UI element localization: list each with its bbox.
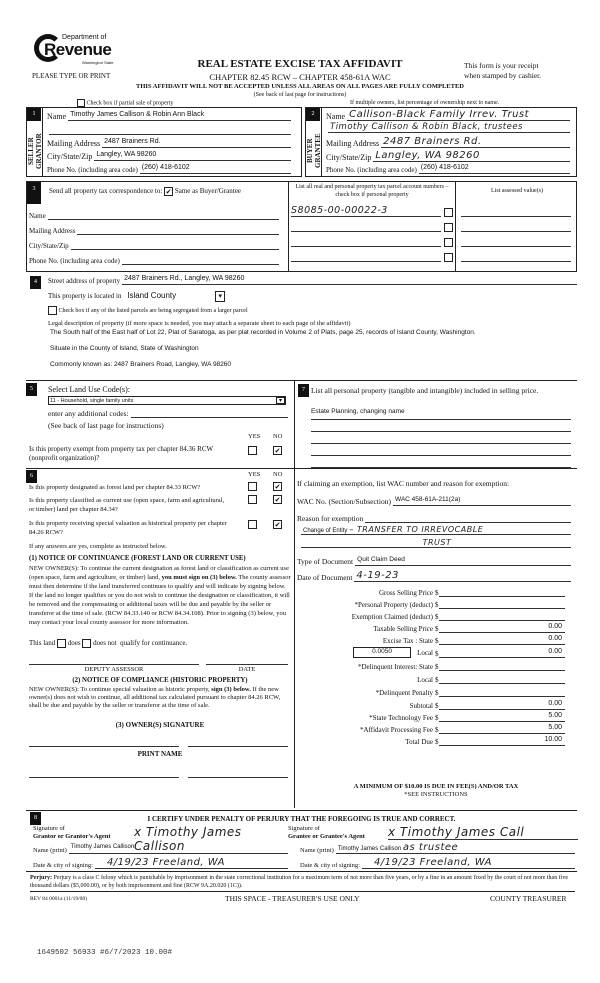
if-yes-note: If any answers are yes, complete as instructed below.: [29, 543, 167, 550]
currency: $: [435, 625, 439, 633]
form-revision: REV 84 0001a (11/19/08): [30, 896, 87, 902]
seller-name2-row[interactable]: [47, 125, 291, 135]
street-field[interactable]: 2487 Brainers Rd., Langley, WA 98260: [122, 275, 577, 285]
grantor-name-field[interactable]: Timothy James Callison: [69, 844, 288, 854]
buyer-name-row: [326, 109, 570, 121]
doc-type-row: [297, 556, 571, 566]
section-number: 6: [26, 470, 37, 483]
personal-property-field[interactable]: [311, 444, 571, 456]
label: Mailing Address: [47, 139, 101, 148]
partial-sale-checkbox[interactable]: [77, 99, 85, 107]
doc-date-field[interactable]: 4-19-23: [354, 570, 571, 582]
money-row: [295, 712, 565, 722]
assessed-field[interactable]: [461, 217, 571, 232]
parcel-row: [291, 232, 453, 247]
reason-row-3: [299, 538, 571, 548]
money-value[interactable]: [439, 599, 566, 609]
currency: $: [435, 650, 439, 658]
owner-signature-title: (3) OWNER(S) SIGNATURE: [115, 721, 205, 729]
buyer-name-field[interactable]: Callison-Black Family Irrev. Trust: [347, 109, 570, 121]
exempt-question: Is this property exempt from property tax per chapter 84.36 RCW (nonprofit organization)?: [29, 445, 213, 462]
treasurer-use: THIS SPACE - TREASURER'S USE ONLY: [225, 894, 360, 903]
text: If the new owner(s) does not wish to continue, all additional tax calculated pursuant to chapter 84.26 RCW, shall be due and payable by the seller or transferor at the time of sale.: [29, 686, 281, 709]
right-column: [295, 380, 577, 808]
label: Mailing Address: [29, 227, 76, 235]
label: City/State/Zip: [29, 242, 69, 250]
print-name-label: PRINT NAME: [137, 750, 183, 758]
notice-continuance-text: [29, 564, 291, 627]
deputy-label: DEPUTY ASSESSOR: [84, 666, 144, 673]
currency: $: [435, 637, 439, 645]
parcel-field[interactable]: [291, 253, 441, 262]
section-number: 7: [298, 384, 309, 397]
money-row: [295, 700, 565, 710]
buyer-section: [305, 107, 577, 177]
corr-phone-row: [29, 255, 279, 265]
money-value[interactable]: 10.00: [439, 736, 566, 746]
seller-name-field[interactable]: Timothy James Callison & Robin Ann Black: [68, 111, 291, 121]
parcel-field[interactable]: [291, 238, 441, 247]
money-row: [295, 611, 565, 621]
label: Name (print): [300, 847, 334, 854]
money-label: Taxable Selling Price: [373, 625, 433, 633]
corr-name-row: [29, 210, 279, 220]
forest-yes-checkbox[interactable]: [248, 482, 257, 491]
money-row: [295, 587, 565, 597]
continuance-row: [29, 639, 187, 648]
perjury-note: [30, 874, 575, 892]
label: Signature of: [288, 825, 320, 832]
label: Date & city of signing:: [300, 862, 360, 869]
corr-mail-field[interactable]: [77, 225, 279, 235]
money-value[interactable]: 5.00: [439, 712, 566, 722]
parcel-row: [291, 217, 453, 232]
street-row: [48, 275, 577, 285]
local-rate-field[interactable]: 0.0050: [353, 647, 411, 658]
see-back: (See back of last page for instructions): [48, 421, 164, 430]
label: qualify for continuance.: [120, 639, 188, 648]
print-name-line[interactable]: [188, 777, 288, 778]
label: This land: [29, 639, 56, 648]
money-value[interactable]: 5.00: [439, 724, 566, 734]
money-value[interactable]: [439, 661, 566, 671]
deputy-line[interactable]: [29, 664, 199, 665]
buyer-phone-row: [326, 164, 570, 174]
dropdown-arrow-icon[interactable]: ▾: [276, 397, 285, 404]
money-value[interactable]: 0.00: [439, 648, 566, 658]
label: Name (print): [33, 847, 67, 854]
personal-property-checkbox[interactable]: [444, 253, 453, 262]
same-as-buyer-checkbox[interactable]: ✔: [165, 188, 172, 196]
currency: $: [435, 663, 439, 671]
money-label: *State Technology Fee: [369, 714, 433, 722]
money-label: Gross Selling Price: [378, 589, 433, 597]
seller-section: [26, 107, 302, 177]
additional-codes-field[interactable]: [131, 408, 288, 418]
grantor-signature[interactable]: x Timothy James Callison: [134, 825, 284, 854]
parcel-list: [291, 202, 453, 262]
reason-row: [297, 513, 571, 523]
money-row: [295, 635, 565, 645]
perjury-text: Perjury is a class C felony which is punishable by imprisonment in the state correctional institution for a maximum term of not more than five years, or by a fine in an amount fixed by the court of not more than five thousand dollars ($5,000.00), or by both imprisonment and fine (RCW 9A.20.020 (1C)).: [30, 875, 569, 889]
corr-mail-row: [29, 225, 279, 235]
assessed-field[interactable]: [461, 232, 571, 247]
wac-row: [297, 496, 571, 506]
parcel-header: List all real and personal property tax parcel account numbers – check box if personal property: [295, 184, 449, 198]
current-use-no-checkbox[interactable]: ✔: [274, 496, 281, 504]
historic-question: Is this property receiving special valuation as historical property per chapter 84.26 RCW?: [29, 520, 227, 536]
personal-property-checkbox[interactable]: [444, 238, 453, 247]
seller-label: SELLER GRANTOR: [27, 133, 43, 169]
personal-property-field[interactable]: Estate Planning, changing name: [311, 408, 571, 420]
money-value[interactable]: [439, 587, 566, 597]
reason-handwritten-2[interactable]: TRUST: [301, 538, 571, 548]
label: Date of Document: [297, 573, 353, 582]
assessed-header: List assessed value(s): [491, 188, 543, 194]
logo-top: Department of: [62, 34, 107, 41]
money-row: [295, 661, 565, 671]
buyer-city-field[interactable]: Langley, WA 98260: [373, 150, 570, 162]
partial-sale-label: Check box if partial sale of property: [86, 100, 174, 107]
money-value[interactable]: [439, 674, 566, 684]
label: Street address of property: [48, 277, 121, 285]
grantee-date-row: [300, 857, 575, 869]
grantee-name-hand: as trustee: [402, 842, 459, 853]
personal-property-field[interactable]: [311, 420, 571, 432]
label: WAC No. (Section/Subsection): [297, 497, 391, 506]
no-header: NO: [273, 471, 283, 478]
money-label: Exemption Claimed (deduct): [351, 613, 433, 621]
reason-handwritten: – TRANSFER TO IRREVOCABLE: [349, 525, 484, 534]
current-use-question: Is this property classified as current use (open space, farm and agricultural, or timber) land per chapter 84.34?: [29, 497, 225, 513]
seller-city-row: [47, 151, 291, 161]
money-row: [295, 674, 565, 684]
personal-property-label: List all personal property (tangible and intangible) included in selling price.: [311, 386, 539, 395]
money-label: Local: [417, 648, 433, 657]
commonly-known: Commonly known as: 2487 Brainers Road, Langley, WA 98260: [50, 361, 232, 368]
parcel-row: [291, 247, 453, 262]
text: NEW OWNER(S): To continue special valuation as historic property,: [29, 686, 212, 693]
buyer-name2-field[interactable]: Timothy Callison & Robin Black, trustees: [328, 122, 570, 133]
label: does: [67, 639, 81, 648]
currency: $: [435, 589, 439, 597]
form-title: REAL ESTATE EXCISE TAX AFFIDAVIT: [197, 58, 403, 70]
land-use-value: 11 - Household, single family units: [50, 397, 134, 404]
logo: [34, 34, 119, 70]
grantor-sig-label: [33, 825, 111, 841]
money-label: *Delinquent Penalty: [375, 689, 433, 697]
seller-city-field[interactable]: Langley, WA 98260: [94, 151, 291, 161]
reason-field-line[interactable]: [365, 513, 571, 523]
yes-header: YES: [248, 433, 261, 440]
parcel-field[interactable]: S8085-00-00022-3: [291, 205, 441, 217]
money-label: Subtotal: [409, 702, 433, 710]
money-row: [295, 647, 565, 658]
legal-situate: Situate in the County of Island, State of Washington: [50, 345, 199, 352]
assessed-field[interactable]: [461, 202, 571, 217]
currency: $: [435, 738, 439, 746]
perjury-bold: Perjury:: [30, 875, 52, 881]
section-number: 4: [30, 276, 41, 289]
doc-date-row: [297, 570, 571, 582]
reason-row-2: [299, 525, 571, 535]
certify-statement: I CERTIFY UNDER PENALTY OF PERJURY THAT THE FOREGOING IS TRUE AND CORRECT.: [147, 815, 456, 823]
money-value[interactable]: [439, 687, 566, 697]
text-bold: you must sign on (3) below.: [161, 574, 237, 581]
land-use-label: Select Land Use Code(s):: [48, 385, 130, 394]
county-select[interactable]: Island County: [127, 291, 177, 301]
historic-yes-checkbox[interactable]: [248, 520, 257, 529]
exempt-no-checkbox[interactable]: ✔: [274, 447, 281, 455]
yes-header: YES: [248, 471, 261, 478]
see-back: (See back of last page for instructions): [253, 92, 347, 98]
money-label: *Personal Property (deduct): [354, 601, 433, 609]
label: Reason for exemption: [297, 514, 364, 523]
personal-property-lines: [311, 408, 571, 468]
exempt-yes-checkbox[interactable]: [248, 446, 257, 455]
legal-label: Legal description of property (if more space is needed, you may attach a separate sheet to each page of the affidavit): [48, 320, 351, 327]
currency: $: [435, 726, 439, 734]
form-chapter: CHAPTER 82.45 RCW – CHAPTER 458-61A WAC: [209, 72, 391, 82]
grantee-date-field[interactable]: 4/19/23 Freeland, WA: [362, 857, 575, 869]
label: Name: [47, 112, 67, 121]
county-treasurer: COUNTY TREASURER: [490, 894, 567, 903]
currency: $: [435, 702, 439, 710]
does-checkbox[interactable]: [57, 639, 66, 648]
currency: $: [435, 689, 439, 697]
label: City/State/Zip: [326, 153, 372, 162]
label: Grantor or Grantor's Agent: [33, 833, 111, 840]
section-number: 2: [306, 108, 320, 121]
current-use-yes-checkbox[interactable]: [248, 495, 257, 504]
date-label: DATE: [238, 666, 256, 673]
historic-no-checkbox[interactable]: ✔: [274, 521, 281, 529]
correspondence-section: [26, 181, 577, 272]
grantee-name-field[interactable]: Timothy James Callison: [337, 846, 402, 852]
text-bold: sign (3) below.: [211, 686, 251, 693]
text: The county assessor must then determine if the land transferred continues to qualify and will indicate by signing below. If the land no longer qualifies or you do not wish to continue the designation or classification, it will be removed and the compensating or additional taxes will be due and payable by the seller or transferor at the time of sale. (RCW 84.33.140 or RCW 84.34.108). Prior to signing (3) below, you may contact your local county assessor for more information.: [29, 574, 291, 626]
no-header: NO: [273, 433, 283, 440]
segregated-row: [48, 306, 248, 315]
currency: $: [435, 676, 439, 684]
label: Phone No. (including area code): [326, 166, 417, 174]
logo-sub: Washington State: [82, 60, 114, 65]
label: Type of Document: [297, 557, 354, 566]
parcel-field[interactable]: [291, 223, 441, 232]
left-column: [26, 380, 295, 808]
label: Phone No. (including area code): [29, 257, 120, 265]
money-label: Local: [417, 676, 433, 684]
owner-signature-line[interactable]: [29, 746, 179, 747]
minimum-note: A MINIMUM OF $10.00 IS DUE IN FEE(S) AND/OR TAX: [353, 783, 519, 790]
buyer-label: BUYER GRANTEE: [306, 133, 322, 169]
currency: $: [435, 714, 439, 722]
seller-name-row: [47, 111, 291, 121]
owner-signature-line[interactable]: [188, 746, 288, 747]
section-number: 3: [27, 182, 41, 204]
money-row: [295, 623, 565, 633]
money-row: [295, 736, 565, 746]
buyer-phone-field[interactable]: (260) 418-6102: [419, 164, 570, 174]
assessed-field[interactable]: [461, 247, 571, 262]
money-label: *Affidavit Processing Fee: [360, 726, 433, 734]
additional-codes-row: [48, 408, 288, 418]
receipt-note-2: when stamped by cashier.: [464, 71, 542, 80]
currency: $: [435, 613, 439, 621]
reason-typed: Change of Entity: [303, 528, 348, 534]
corr-city-row: [29, 240, 279, 250]
date-line[interactable]: [206, 664, 288, 665]
seller-mail-field[interactable]: 2487 Brainers Rd.: [102, 138, 291, 148]
corr-name-field[interactable]: [48, 210, 279, 220]
county-dropdown-icon[interactable]: ▾: [215, 291, 225, 302]
money-value[interactable]: [439, 611, 566, 621]
label: City/State/Zip: [47, 152, 93, 161]
reason-field[interactable]: [301, 525, 571, 535]
property-section: [26, 275, 577, 375]
money-value[interactable]: 0.00: [439, 635, 566, 645]
label: Phone No. (including area code): [47, 166, 138, 174]
money-value[interactable]: 0.00: [439, 623, 566, 633]
grantor-date-field[interactable]: 4/19/23 Freeland, WA: [95, 857, 288, 869]
forest-question: Is this property designated as forest land per chapter 84.33 RCW?: [29, 484, 201, 491]
buyer-mail-field[interactable]: 2487 Brainers Rd.: [381, 136, 570, 148]
money-label: Total Due: [405, 738, 433, 746]
label: does not: [93, 639, 117, 648]
personal-property-checkbox[interactable]: [444, 208, 453, 217]
seller-phone-row: [47, 164, 291, 174]
seller-phone-field[interactable]: (260) 418-6102: [140, 164, 291, 174]
label: Signature of: [33, 825, 65, 832]
send-to-row: [49, 187, 241, 196]
same-label: Same as Buyer/Grantee: [174, 187, 241, 196]
section-number: 8: [30, 812, 41, 825]
grantee-name-row: [300, 842, 575, 854]
personal-property-field[interactable]: [311, 456, 571, 468]
grantor-name-row: [33, 844, 288, 854]
money-row: [295, 724, 565, 734]
money-label: Excise Tax : State: [382, 637, 433, 645]
corr-phone-field[interactable]: [122, 255, 279, 265]
label: Grantee or Grantee's Agent: [288, 833, 365, 840]
print-name-line[interactable]: [29, 777, 179, 778]
forest-no-checkbox[interactable]: ✔: [274, 483, 281, 491]
logo-main: Revenue: [44, 40, 112, 59]
grantee-sig-label: [288, 825, 365, 841]
land-use-select[interactable]: [48, 396, 286, 405]
doc-type-field[interactable]: Quit Claim Deed: [355, 556, 571, 566]
buyer-name2-row: [326, 122, 570, 133]
warning: THIS AFFIDAVIT WILL NOT BE ACCEPTED UNLESS ALL AREAS ON ALL PAGES ARE FULLY COMPLETED: [136, 83, 464, 90]
county-row: [48, 291, 225, 302]
currency: $: [435, 601, 439, 609]
send-label: Send all property tax correspondence to:: [49, 187, 163, 196]
label: Check box if any of the listed parcels are being segregated from a larger parcel: [58, 307, 248, 314]
personal-property-field[interactable]: [311, 432, 571, 444]
cashier-stamp: 1649502 56933 #6/7/2023 10.00#: [37, 949, 173, 957]
label: enter any additional codes:: [48, 409, 129, 418]
section-number: 5: [26, 383, 37, 396]
grantee-signature[interactable]: x Timothy James Call: [388, 825, 578, 840]
label: This property is located in: [48, 292, 122, 301]
does-not-checkbox[interactable]: [82, 639, 91, 648]
corr-city-field[interactable]: [71, 240, 279, 250]
notice-compliance-title: (2) NOTICE OF COMPLIANCE (HISTORIC PROPERTY): [72, 677, 248, 684]
wac-field[interactable]: WAC 458-61A-211(2a): [393, 496, 571, 506]
notice-compliance-text: [29, 686, 291, 710]
money-row: [295, 599, 565, 609]
seller-mail-row: [47, 138, 291, 148]
buyer-city-row: [326, 150, 570, 162]
label: Name: [326, 112, 346, 121]
money-row: [295, 687, 565, 697]
legal-description[interactable]: The South half of the East half of Lot 22, Plat of Saratoga, as per plat recorded in Volume 2 of Plats, page 25, records of Island County, Washington.: [50, 329, 476, 336]
grantor-date-row: [33, 857, 288, 869]
receipt-note-1: This form is your receipt: [464, 61, 539, 70]
label: Name: [29, 212, 46, 220]
assessed-list: [461, 202, 571, 262]
segregated-checkbox[interactable]: [48, 306, 57, 315]
personal-property-checkbox[interactable]: [444, 223, 453, 232]
partial-sale[interactable]: [77, 99, 173, 107]
money-label: *Delinquent Interest: State: [357, 663, 433, 671]
parcel-row: [291, 202, 453, 217]
please-type: PLEASE TYPE OR PRINT: [32, 72, 111, 80]
section-number: 1: [27, 108, 41, 121]
see-instructions: *SEE INSTRUCTIONS: [404, 791, 468, 798]
label: Mailing Address: [326, 139, 380, 148]
label: Date & city of signing:: [33, 862, 93, 869]
exemption-label: If claiming an exemption, list WAC number and reason for exemption:: [297, 479, 510, 488]
money-value[interactable]: 0.00: [439, 700, 566, 710]
certification-section: [26, 810, 577, 872]
multiple-owners: If multiple owners, list percentage of ownership next to name.: [350, 100, 500, 106]
buyer-mail-row: [326, 136, 570, 148]
notice-continuance-title: (1) NOTICE OF CONTINUANCE (FOREST LAND OR CURRENT USE): [29, 555, 246, 562]
text: NEW OWNER(S): To continue the current designation as forest land or classification as current use (open space, farm and agriculture, or timber) land,: [29, 565, 289, 581]
